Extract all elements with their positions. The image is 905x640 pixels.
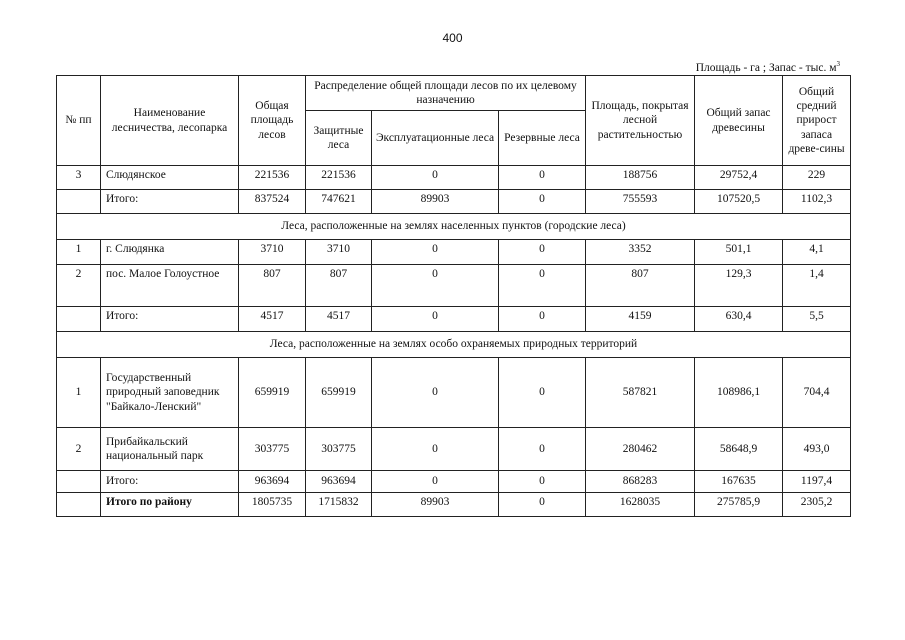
- cell-oper: 0: [372, 307, 499, 332]
- table-row: [57, 358, 851, 428]
- header-distribution: Распределение общей площади лесов по их целевому назначению: [306, 76, 586, 111]
- cell-res: 0: [499, 307, 586, 332]
- cell-total: 303775: [239, 428, 306, 471]
- cell-num: [57, 471, 101, 493]
- cell-num: 3: [57, 166, 101, 190]
- cell-stock: 129,3: [695, 265, 783, 307]
- cell-num: 1: [57, 358, 101, 428]
- header-protective: Защитные леса: [306, 111, 372, 166]
- cell-cov: 4159: [586, 307, 695, 332]
- page-number: 400: [442, 31, 463, 45]
- table-body: [57, 166, 851, 517]
- cell-cov: 587821: [586, 358, 695, 428]
- table-row: [57, 428, 851, 471]
- header-growth: Общий средний прирост запаса древе-сины: [783, 76, 851, 166]
- cell-stock: 107520,5: [695, 190, 783, 214]
- cell-oper: 0: [372, 166, 499, 190]
- cell-oper: 0: [372, 428, 499, 471]
- cell-cov: 188756: [586, 166, 695, 190]
- table-row: [57, 190, 851, 214]
- cell-oper: 0: [372, 358, 499, 428]
- cell-cov: 1628035: [586, 493, 695, 517]
- table-row: [57, 307, 851, 332]
- cell-oper: 0: [372, 240, 499, 265]
- cell-res: 0: [499, 358, 586, 428]
- cell-oper: 0: [372, 471, 499, 493]
- section-row: [57, 214, 851, 240]
- cell-oper: 89903: [372, 493, 499, 517]
- cell-growth: 1102,3: [783, 190, 851, 214]
- cell-prot: 4517: [306, 307, 372, 332]
- cell-num: [57, 493, 101, 517]
- cell-name: г. Слюдянка: [101, 240, 239, 265]
- cell-cov: 868283: [586, 471, 695, 493]
- cell-total: 807: [239, 265, 306, 307]
- cell-growth: 1197,4: [783, 471, 851, 493]
- cell-prot: 747621: [306, 190, 372, 214]
- cell-stock: 167635: [695, 471, 783, 493]
- header-operational: Эксплуатационные леса: [372, 111, 499, 166]
- cell-total: 3710: [239, 240, 306, 265]
- cell-name: Прибайкальский национальный парк: [101, 428, 239, 471]
- cell-growth: 1,4: [783, 265, 851, 307]
- cell-stock: 275785,9: [695, 493, 783, 517]
- cell-total: 659919: [239, 358, 306, 428]
- cell-prot: 1715832: [306, 493, 372, 517]
- section-title: Леса, расположенные на землях особо охраняемых природных территорий: [57, 332, 851, 358]
- cell-name: Итого:: [101, 190, 239, 214]
- cell-prot: 963694: [306, 471, 372, 493]
- cell-res: 0: [499, 240, 586, 265]
- cell-name: Итого по району: [101, 493, 239, 517]
- cell-num: [57, 307, 101, 332]
- cell-cov: 280462: [586, 428, 695, 471]
- units-text: Площадь - га ; Запас - тыс. м: [695, 61, 837, 74]
- cell-total: 1805735: [239, 493, 306, 517]
- cell-res: 0: [499, 190, 586, 214]
- cell-total: 221536: [239, 166, 306, 190]
- cell-name: пос. Малое Голоустное: [101, 265, 239, 307]
- cell-growth: 2305,2: [783, 493, 851, 517]
- forest-area-table: [56, 75, 851, 517]
- cell-stock: 630,4: [695, 307, 783, 332]
- units-note: [640, 60, 840, 74]
- cell-prot: 303775: [306, 428, 372, 471]
- units-superscript: 3: [836, 60, 840, 68]
- cell-num: 2: [57, 265, 101, 307]
- cell-prot: 3710: [306, 240, 372, 265]
- cell-total: 4517: [239, 307, 306, 332]
- cell-growth: 229: [783, 166, 851, 190]
- cell-name: Итого:: [101, 307, 239, 332]
- cell-stock: 58648,9: [695, 428, 783, 471]
- cell-total: 837524: [239, 190, 306, 214]
- cell-num: 1: [57, 240, 101, 265]
- header-covered: Площадь, покрытая лесной растительностью: [586, 76, 695, 166]
- cell-oper: 89903: [372, 190, 499, 214]
- cell-res: 0: [499, 471, 586, 493]
- cell-oper: 0: [372, 265, 499, 307]
- cell-num: 2: [57, 428, 101, 471]
- section-title: Леса, расположенные на землях населенных пунктов (городские леса): [57, 214, 851, 240]
- cell-res: 0: [499, 493, 586, 517]
- header-stock: Общий запас древесины: [695, 76, 783, 166]
- cell-stock: 501,1: [695, 240, 783, 265]
- cell-cov: 3352: [586, 240, 695, 265]
- cell-res: 0: [499, 166, 586, 190]
- cell-cov: 807: [586, 265, 695, 307]
- table-row: [57, 265, 851, 307]
- table-row: [57, 166, 851, 190]
- cell-growth: 4,1: [783, 240, 851, 265]
- header-name: Наименование лесничества, лесопарка: [101, 76, 239, 166]
- table-row: [57, 493, 851, 517]
- cell-growth: 5,5: [783, 307, 851, 332]
- header-reserve: Резервные леса: [499, 111, 586, 166]
- section-row: [57, 332, 851, 358]
- cell-num: [57, 190, 101, 214]
- table-row: [57, 471, 851, 493]
- cell-prot: 221536: [306, 166, 372, 190]
- cell-res: 0: [499, 428, 586, 471]
- cell-stock: 29752,4: [695, 166, 783, 190]
- header-num: № пп: [57, 76, 101, 166]
- cell-name: Итого:: [101, 471, 239, 493]
- cell-total: 963694: [239, 471, 306, 493]
- cell-name: Государственный природный заповедник "Байкало-Ленский": [101, 358, 239, 428]
- table-row: [57, 240, 851, 265]
- cell-growth: 704,4: [783, 358, 851, 428]
- cell-growth: 493,0: [783, 428, 851, 471]
- cell-prot: 659919: [306, 358, 372, 428]
- header-total: Общая площадь лесов: [239, 76, 306, 166]
- cell-cov: 755593: [586, 190, 695, 214]
- cell-stock: 108986,1: [695, 358, 783, 428]
- cell-prot: 807: [306, 265, 372, 307]
- cell-name: Слюдянское: [101, 166, 239, 190]
- cell-res: 0: [499, 265, 586, 307]
